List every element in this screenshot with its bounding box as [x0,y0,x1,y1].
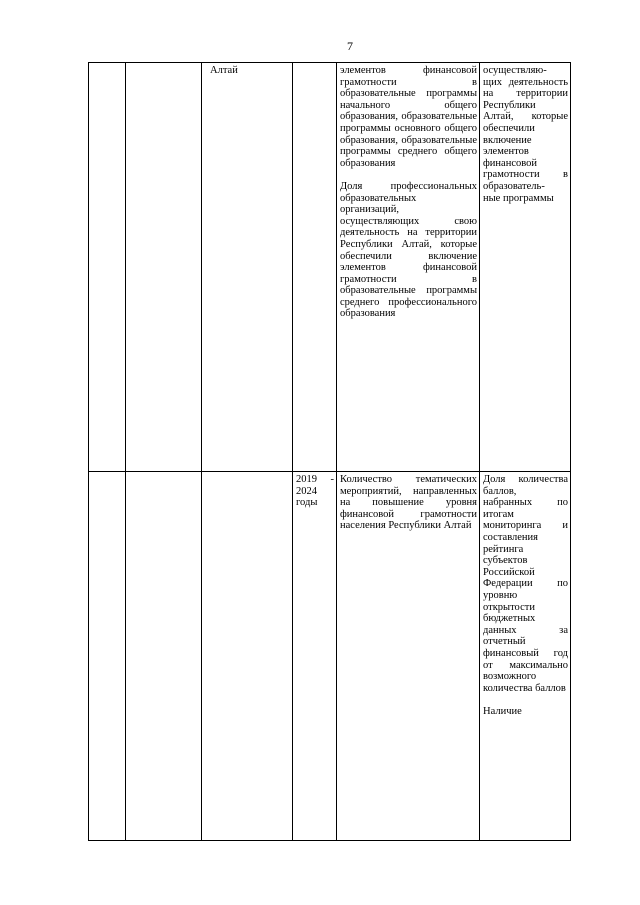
indicator-text: элементов финансовой грамотности в образовательные программы начального общего образования, образовательные программы основного общего образования, образовательные программы среднего общего образования [340,65,477,169]
paragraph-gap [483,694,568,706]
table-cell-target [480,63,571,472]
target-text: осуществляю- щих деятельность на территории Республики Алтай, которые обеспечили включение элементов финансовой грамотности в образователь- ные программы [483,65,568,204]
table-cell-col2 [126,472,202,841]
document-table [88,62,571,841]
indicator-text: Количество тематических мероприятий, направленных на повышение уровня финансовой грамотности населения Республики Алтай [340,474,477,532]
table-row [89,472,571,841]
table-cell-col2 [126,63,202,472]
table-cell-indicator [337,63,480,472]
table-cell-period [293,63,337,472]
table-cell-col1 [89,472,126,841]
page-number: 7 [347,39,353,53]
indicator-text: Доля профессиональных образовательных организаций, осуществляющих свою деятельность на территории Республики Алтай, которые обеспечили включение элементов финансовой грамотности в образовательные программы среднего профессионального образования [340,180,477,320]
table-cell-indicator [337,472,480,841]
table-cell-col1 [89,63,126,472]
target-text: Наличие [483,705,522,717]
target-text: Доля количества баллов, набранных по итогам мониторинга и составления рейтинга субъектов Российской Федерации по уровню открытости бюджетных данных за отчетный финансовый год от максимально возможного количества баллов [483,474,568,694]
table-cell-region: Алтай [202,63,293,472]
table-cell-region [202,472,293,841]
table-row [89,63,571,472]
table-cell-period: 2019 - 2024 годы [293,472,337,841]
paragraph-gap [340,169,477,181]
table-cell-target [480,472,571,841]
